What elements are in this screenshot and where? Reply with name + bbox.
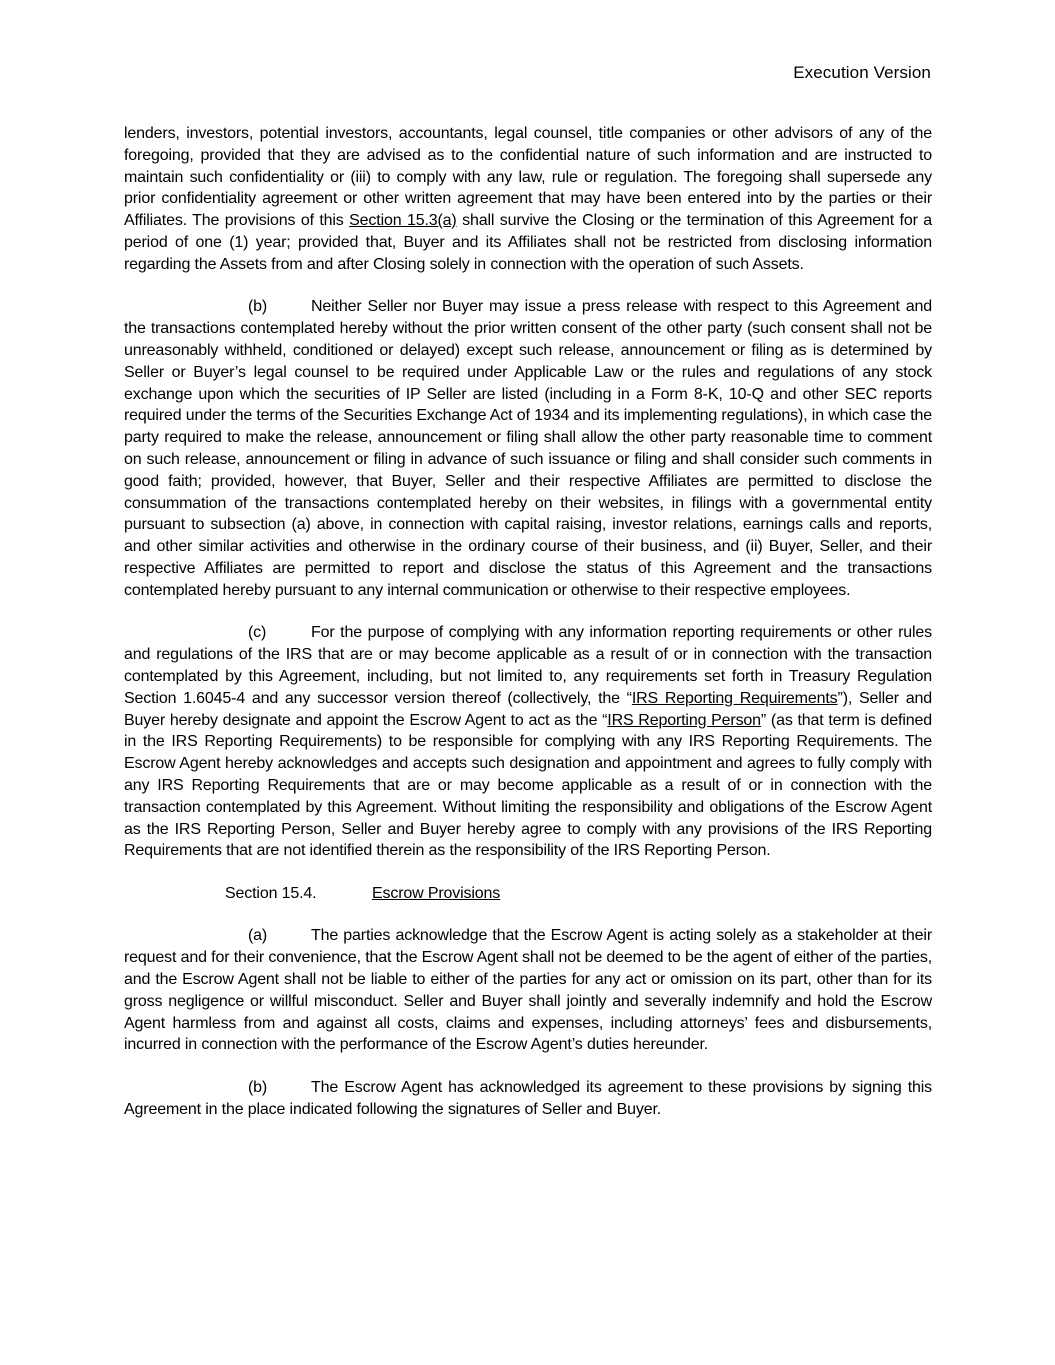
paragraph-a-escrow-agent: (a) The parties acknowledge that the Escrow Agent is acting solely as a stakeholder at their request and for their convenience, that the Escrow Agent shall not be deemed to be the agent of either of the parties, and the Escrow Agent shall not be liable to either of the parties for any act or omission on its part, other than for its gross negligence or willful misconduct. Seller and Buyer shall jointly and severally indemnify and hold the Escrow Agent harmless from and against all costs, claims and expenses, including attorneys’ fees and disbursements, incurred in connection with the performance of the Escrow Agent’s duties hereunder.	[124, 927, 932, 1054]
paragraph-continuation: lenders, investors, potential investors, accountants, legal counsel, title companies or other advisors of any of the foregoing, provided that they are advised as to the confidential nature of such information and are instructed to maintain such confidentiality or (iii) to comply with any law, rule or regulation. The foregoing shall supersede any prior confidentiality agreement or other written agreement that may have been entered into by the parties or their Affiliates. The provisions of this Section 15.3(a) shall survive the Closing or the termination of this Agreement for a period of one (1) year; provided that, Buyer and its Affiliates shall not be restricted from disclosing information regarding the Assets from and after Closing solely in connection with the operation of such Assets.	[124, 125, 932, 273]
paragraph-c-irs-reporting: (c) For the purpose of complying with any information reporting requirements or other rules and regulations of the IRS that are or may become applicable as a result of or in connection with the transaction contemplated by this Agreement, including, but not limited to, any requirements set forth in Treasury Regulation Section 1.6045-4 and any successor version thereof (collectively, the “IRS Reporting Requirements”), Seller and Buyer hereby designate and appoint the Escrow Agent to act as the “IRS Reporting Person” (as that term is defined in the IRS Reporting Requirements) to be responsible for complying with any IRS Reporting Requirements. The Escrow Agent hereby acknowledges and accepts such designation and appointment and agrees to fully comply with any IRS Reporting Requirements that are or may become applicable as a result of or in connection with the transaction contemplated by this Agreement. Without limiting the responsibility and obligations of the Escrow Agent as the IRS Reporting Person, Seller and Buyer hereby agree to comply with any provisions of the IRS Reporting Requirements that are not identified therein as the responsibility of the IRS Reporting Person.	[124, 624, 933, 860]
paragraph-label: (b)	[248, 1079, 268, 1097]
defined-term: IRS Reporting Requirements	[631, 689, 838, 707]
section-heading	[124, 883, 932, 905]
section-title: Escrow Provisions	[372, 884, 501, 902]
document-body	[124, 123, 932, 1141]
paragraph-b-escrow-acknowledgment: (b) The Escrow Agent has acknowledged its agreement to these provisions by signing this Agreement in the place indicated following the signatures of Seller and Buyer.	[124, 1079, 932, 1118]
defined-term: IRS Reporting Person	[607, 711, 761, 729]
paragraph-label: (a)	[248, 927, 268, 945]
paragraph-b-press-release: (b) Neither Seller nor Buyer may issue a press release with respect to this Agreement and the transactions contemplated hereby without the prior written consent of the other party (such consent shall not be unreasonably withheld, conditioned or delayed) except such release, announcement or filing as is determined by Seller or Buyer’s legal counsel to be required under Applicable Law or the rules and regulations of any stock exchange upon which the securities of IP Seller are listed (including in a Form 8-K, 10-Q and other SEC reports required under the terms of the Securities Exchange Act of 1934 and its implementing regulations), in which case the party required to make the release, announcement or filing shall allow the other party reasonable time to comment on such release, announcement or filing in advance of such issuance or filing and shall consider such comments in good faith; provided, however, that Buyer, Seller and their respective Affiliates are permitted to disclose the consummation of the transactions contemplated hereby on their websites, in filings with a governmental entity pursuant to subsection (a) above, in connection with capital raising, investor relations, earnings calls and reports, and other similar activities and otherwise in the ordinary course of their business, and (ii) Buyer, Seller, and their respective Affiliates are permitted to report and disclose the status of this Agreement and the transactions contemplated hereby pursuant to any internal communication or otherwise to their respective employees.	[124, 298, 932, 599]
section-number: Section 15.4.	[225, 884, 317, 902]
section-reference-link: Section 15.3(a)	[349, 212, 457, 230]
paragraph-label: (b)	[248, 298, 268, 316]
paragraph-label: (c)	[248, 624, 267, 642]
version-header: Execution Version	[793, 63, 931, 82]
